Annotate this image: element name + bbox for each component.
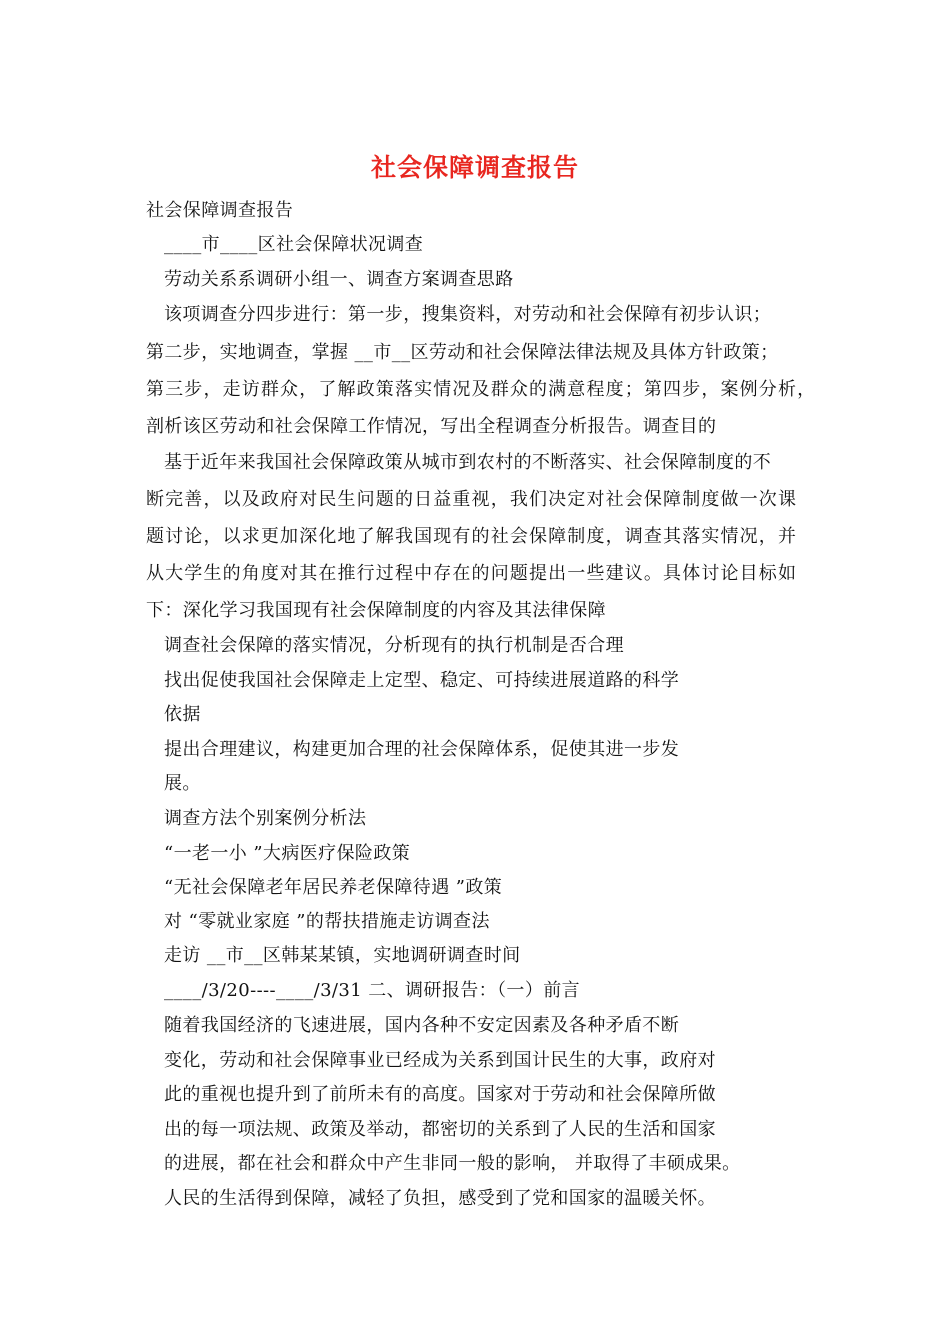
text-line: ____/3/20----____/3/31 二、调研报告：（一）前言 [164,980,581,1001]
text-line: 出的每一项法规、政策及举动，都密切的关系到了人民的生活和国家 [164,1119,716,1140]
text-line: 找出促使我国社会保障走上定型、稳定、可持续进展道路的科学 [164,670,680,691]
document-title: 社会保障调查报告 [370,153,579,182]
text-line: 人民的生活得到保障，减轻了负担，感受到了党和国家的温暖关怀。 [164,1188,716,1209]
text-line: “无社会保障老年居民养老保障待遇 ”政策 [164,877,503,898]
text-line: 第二步，实地调查，掌握 __市__区劳动和社会保障法律法规及具体方针政策； [146,342,779,363]
text-line: 调查方法个别案例分析法 [164,808,367,829]
text-line: 的进展，都在社会和群众中产生非同一般的影响， 并取得了丰硕成果。 [164,1153,741,1174]
text-line: 变化，劳动和社会保障事业已经成为关系到国计民生的大事，政府对 [164,1050,716,1071]
text-line: 劳动关系系调研小组一、调查方案调查思路 [164,269,514,290]
text-line: 提出合理建议，构建更加合理的社会保障体系，促使其进一步发 [164,739,680,760]
text-line: 该项调查分四步进行：第一步，搜集资料，对劳动和社会保障有初步认识； [164,304,772,325]
text-line: 题讨论，以求更加深化地了解我国现有的社会保障制度，调查其落实情况，并 [146,526,798,547]
text-line: 展。 [164,773,201,794]
text-line: ____市____区社会保障状况调查 [164,234,424,255]
text-line: 走访 __市__区韩某某镇，实地调研调查时间 [164,945,521,966]
text-line: 第三步，走访群众，了解政策落实情况及群众的满意程度；第四步，案例分析， [146,379,817,400]
text-line: 对 “零就业家庭 ”的帮扶措施走访调查法 [164,911,490,932]
text-line: 下：深化学习我国现有社会保障制度的内容及其法律保障 [146,600,606,621]
text-line: 随着我国经济的飞速进展，国内各种不安定因素及各种矛盾不断 [164,1015,680,1036]
text-line: 此的重视也提升到了前所未有的高度。国家对于劳动和社会保障所做 [164,1084,716,1105]
text-line: 依据 [164,704,201,725]
text-line: “一老一小 ”大病医疗保险政策 [164,843,411,864]
text-line: 断完善，以及政府对民生问题的日益重视，我们决定对社会保障制度做一次课 [146,489,798,510]
text-line: 基于近年来我国社会保障政策从城市到农村的不断落实、社会保障制度的不 [164,452,772,473]
text-line: 调查社会保障的落实情况，分析现有的执行机制是否合理 [164,635,624,656]
text-line: 剖析该区劳动和社会保障工作情况，写出全程调查分析报告。调查目的 [146,416,717,437]
text-line: 从大学生的角度对其在推行过程中存在的问题提出一些建议。具体讨论目标如 [146,563,798,584]
text-line: 社会保障调查报告 [146,200,294,221]
